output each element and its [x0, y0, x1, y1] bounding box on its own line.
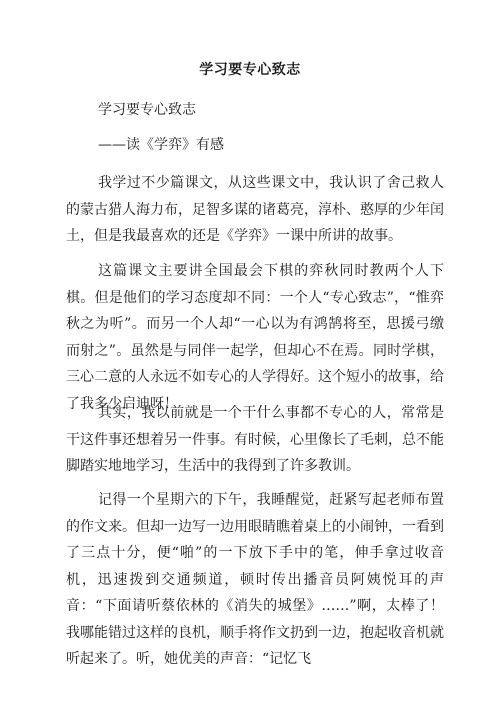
essay-byline: ——读《学弈》有感 [98, 137, 224, 153]
document-title: 学习要专心致志 [199, 62, 301, 78]
paragraph-2: 这篇课文主要讲全国最会下棋的弈秋同时教两个人下棋。但是他们的学习态度却不同：一个人“专心致志”，“惟弈秋之为听”。而另一个人却“一心以为有鸿鹄将至，思援弓缴而射之”。虽然是与同伴一起学，但却心不在焉。同时学棋，三心二意的人永远不如专心的人学得好。这个短小的故事，给了我多少启迪呀！ [66, 263, 444, 412]
paragraph-3: 其实，我以前就是一个干什么事都不专心的人，常常是干这件事还想着另一件事。有时候，心里像长了毛刺，总不能脚踏实地地学习，生活中的我得到了许多教训。 [66, 405, 444, 474]
paragraph-1: 我学过不少篇课文，从这些课文中，我认识了舍己救人的蒙古猎人海力布，足智多谋的诸葛亮，淳朴、憨厚的少年闰土，但是我最喜欢的还是《学弈》一课中所讲的故事。 [66, 175, 444, 244]
paragraph-4: 记得一个星期六的下午，我睡醒觉，赶紧写起老师布置的作文来。但却一边写一边用眼睛瞧着桌上的小闹钟，一看到了三点十分，便“啪”的一下放下手中的笔，伸手拿过收音机，迅速拨到交通频道，顿时传出播音员阿姨悦耳的声音：“下面请听蔡依林的《消失的城堡》……”啊，太棒了！我哪能错过这样的良机，顺手将作文扔到一边，抱起收音机就听起来了。听，她优美的声音：“记忆飞 [66, 492, 444, 667]
essay-heading: 学习要专心致志 [98, 102, 196, 118]
